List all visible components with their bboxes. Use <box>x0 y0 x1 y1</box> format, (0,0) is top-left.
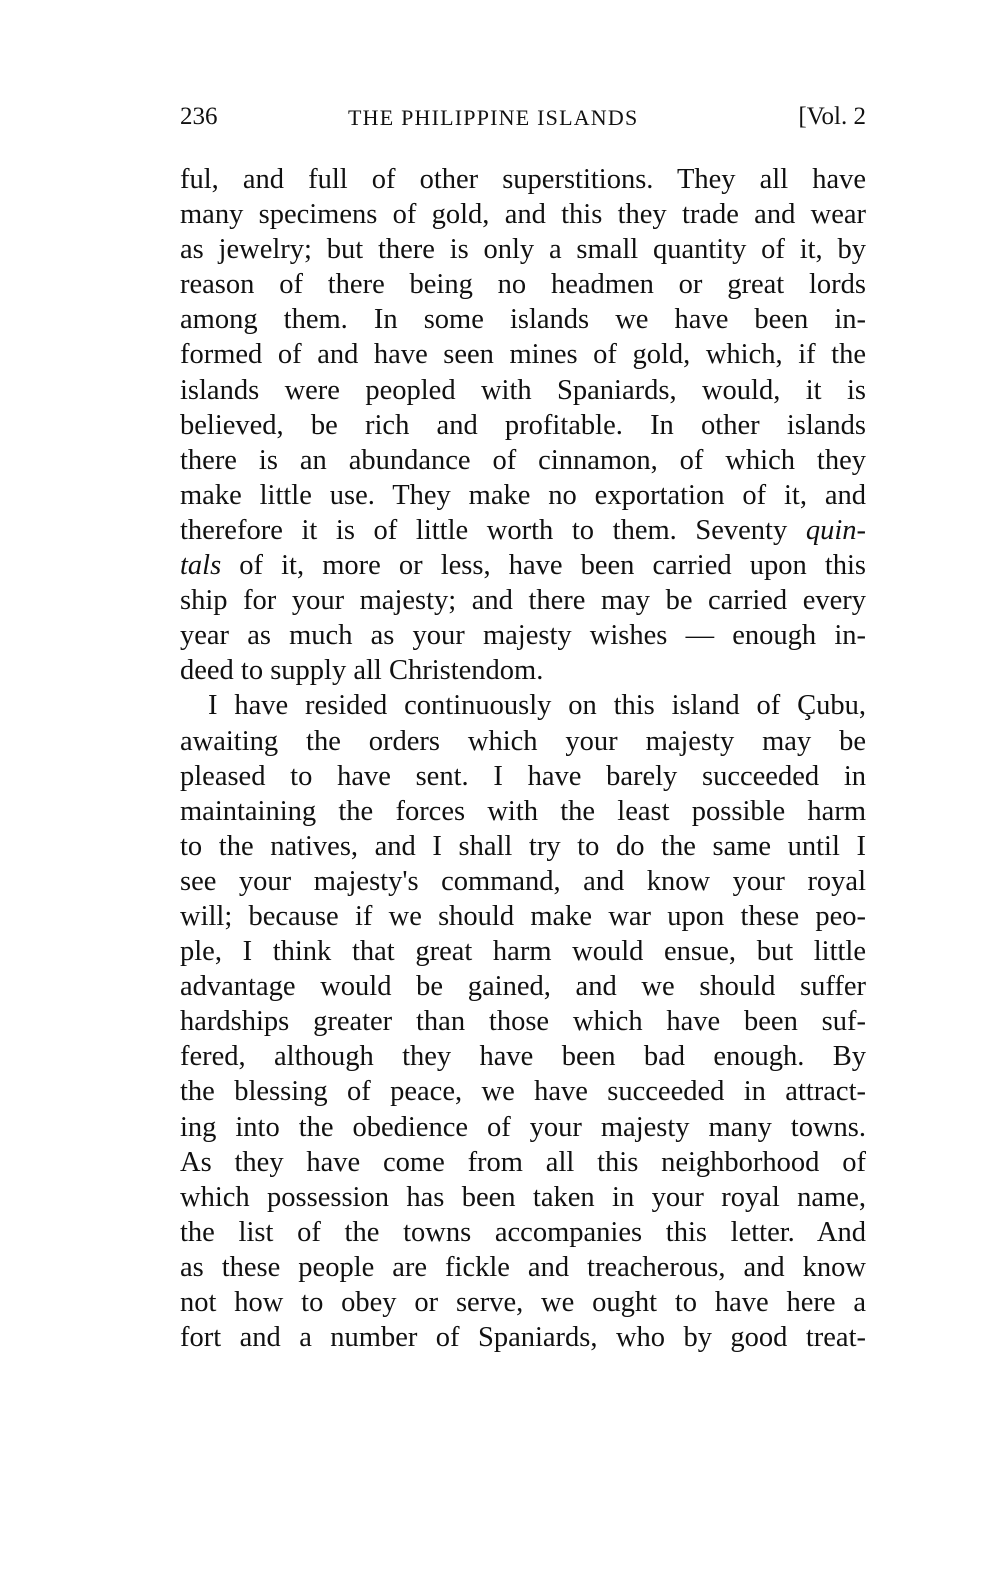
text-line: fered, although they have been bad enough. By <box>180 1041 866 1073</box>
text-line: the list of the towns accompanies this letter. And <box>180 1216 866 1248</box>
text-line: maintaining the forces with the least possible harm <box>180 795 866 827</box>
text-line: as these people are fickle and treacherous, and know <box>180 1251 866 1283</box>
text-line: As they have come from all this neighborhood of <box>180 1146 866 1178</box>
paragraph-1 <box>180 162 866 688</box>
text-line: the blessing of peace, we have succeeded in attract- <box>180 1076 866 1108</box>
text-line: reason of there being no headmen or great lords <box>180 269 866 301</box>
text-line: believed, be rich and profitable. In other islands <box>180 409 866 441</box>
text-line: which possession has been taken in your royal name, <box>180 1181 866 1213</box>
text-line: pleased to have sent. I have barely succeeded in <box>180 760 866 792</box>
text-line: hardships greater than those which have been suf- <box>180 1006 866 1038</box>
text-line: ing into the obedience of your majesty many towns. <box>180 1111 866 1143</box>
text-line: advantage would be gained, and we should suffer <box>180 971 866 1003</box>
text-line: year as much as your majesty wishes — enough in- <box>180 620 866 652</box>
text-line: ple, I think that great harm would ensue, but little <box>180 936 866 968</box>
italic-word: tals <box>180 550 222 582</box>
text-line: will; because if we should make war upon these peo- <box>180 900 866 932</box>
text-line: awaiting the orders which your majesty may be <box>180 725 866 757</box>
text-line: ful, and full of other superstitions. They all have <box>180 164 866 195</box>
text-line: fort and a number of Spaniards, who by good treat- <box>180 1322 866 1354</box>
text-line: islands were peopled with Spaniards, would, it is <box>180 374 866 406</box>
text-line: among them. In some islands we have been in- <box>180 304 866 336</box>
text-line: there is an abundance of cinnamon, of which they <box>180 444 866 476</box>
text-line: to the natives, and I shall try to do the same until I <box>180 830 866 862</box>
running-title: THE PHILIPPINE ISLANDS <box>348 105 639 130</box>
text-line: as jewelry; but there is only a small quantity of it, by <box>180 234 866 266</box>
italic-word: quin- <box>805 514 866 546</box>
volume-label: [Vol. 2 <box>798 103 866 130</box>
text-line: therefore it is of little worth to them. Seventy quin- <box>180 514 866 546</box>
text-line: see your majesty's command, and know your royal <box>180 865 866 897</box>
text-line: formed of and have seen mines of gold, which, if the <box>180 339 866 371</box>
text-line: ship for your majesty; and there may be carried every <box>180 585 866 617</box>
body-text <box>180 162 866 1355</box>
text-line: many specimens of gold, and this they trade and wear <box>180 199 866 231</box>
text-line: I have resided continuously on this island of Çubu, <box>208 690 866 722</box>
text-line: deed to supply all Christendom. <box>180 655 544 687</box>
text-line: make little use. They make no exportation of it, and <box>180 479 866 511</box>
page-number: 236 <box>180 103 218 130</box>
page-header <box>180 103 866 139</box>
text-line: tals of it, more or less, have been carried upon this <box>180 550 866 582</box>
text-line: not how to obey or serve, we ought to have here a <box>180 1287 866 1318</box>
paragraph-2 <box>180 688 866 1355</box>
